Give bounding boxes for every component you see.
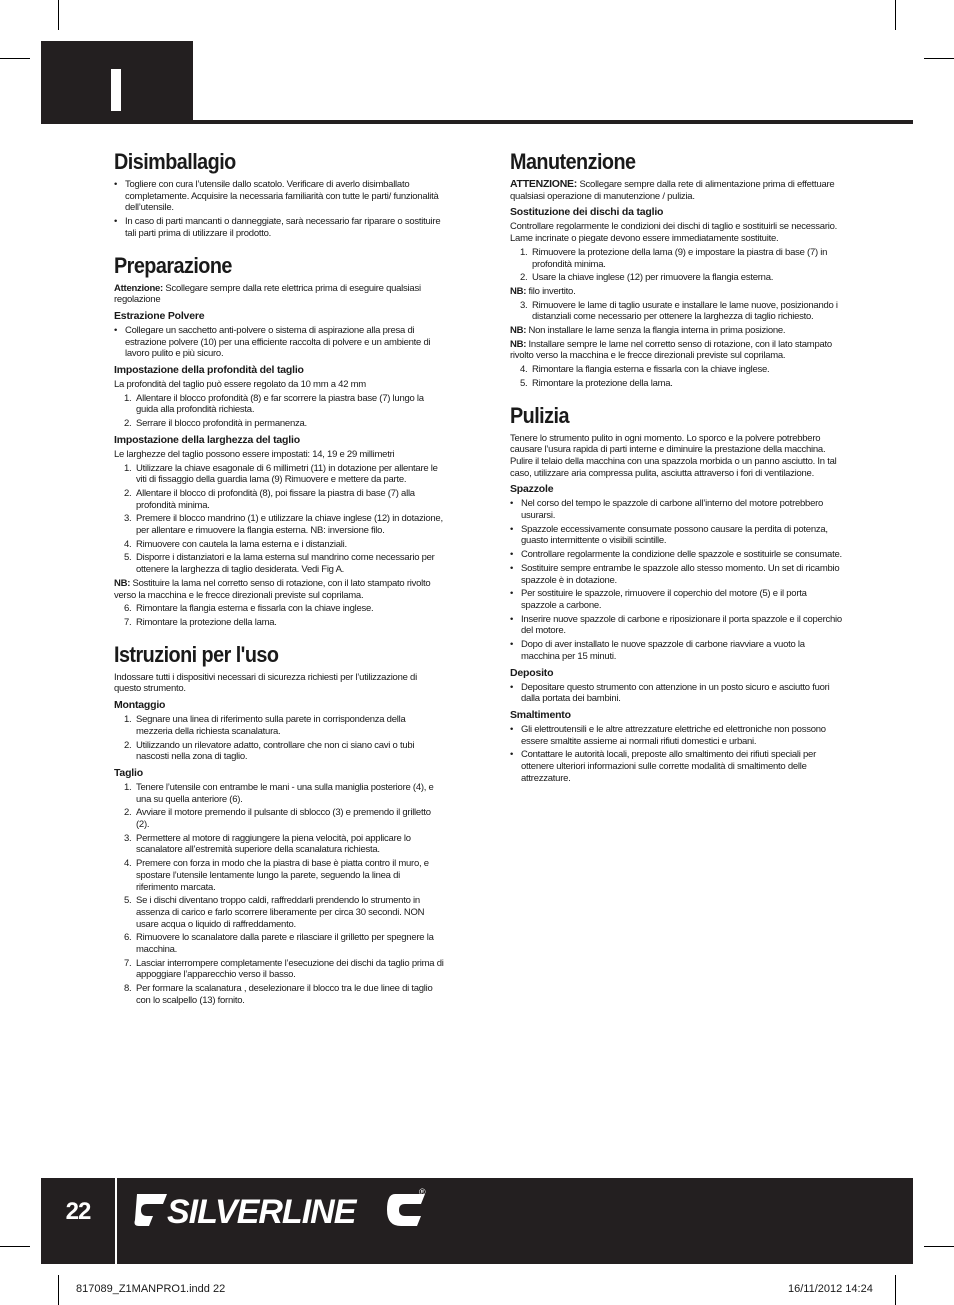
warning-label: ATTENZIONE:: [510, 178, 578, 190]
item-text: Rimontare la protezione della lama.: [136, 616, 277, 628]
item-number: 2.: [520, 272, 528, 284]
bullet-list: [114, 179, 444, 240]
numbered-list: [114, 393, 444, 430]
numbered-item: [510, 300, 842, 323]
note-text: [510, 339, 842, 362]
item-text: Dopo di aver installato le nuove spazzole di carbone riavviare a vuoto la macchina per 15 minuti.: [521, 639, 805, 662]
item-text: Sostituire sempre entrambe le spazzole allo stesso momento. Un set di ricambio spazzole è in dotazione.: [521, 562, 840, 586]
numbered-item: [114, 513, 444, 536]
subheading: Deposito: [510, 666, 554, 679]
numbered-list: [510, 364, 842, 389]
crop-mark: [924, 1246, 954, 1247]
numbered-item: [114, 714, 444, 737]
bullet-item: [510, 524, 842, 547]
note-text: [114, 578, 444, 601]
subheading: Montaggio: [114, 699, 166, 712]
numbered-list: [114, 782, 444, 1007]
numbered-item: [114, 958, 444, 981]
item-text: Per formare la scalanatura , deselezionare il blocco tra le due linee di taglio con lo scalpello (13) fornito.: [136, 983, 433, 1006]
note-body: filo invertito.: [526, 285, 576, 297]
item-number: 5.: [520, 377, 528, 389]
item-text: In caso di parti mancanti o danneggiate, sarà necessario far riparare o sostituire tali parti prima di utilizzare il prodotto.: [125, 216, 441, 239]
numbered-item: [510, 364, 842, 376]
item-text: Allentare il blocco profondità (8) e far scorrere la piastra base (7) lungo la guida alla profondità richiesta.: [136, 392, 424, 416]
warning-text: [114, 283, 444, 306]
bullet-item: [114, 216, 444, 239]
item-number: 2.: [124, 487, 132, 499]
item-text: Permettere al motore di raggiungere la piena velocità, poi applicare lo scanalatore all’estremità superiore della scanalatura richiesta.: [136, 832, 411, 856]
crop-mark: [895, 0, 896, 30]
item-number: 2.: [124, 807, 132, 819]
bullet-item: [510, 614, 842, 637]
numbered-item: [114, 932, 444, 955]
numbered-item: [510, 247, 842, 270]
crop-mark: [58, 1275, 59, 1305]
item-text: Tenere l’utensile con entrambe le mani - una sulla maniglia posteriore (4), e una su quella anteriore (6).: [136, 781, 434, 805]
numbered-item: [114, 983, 444, 1006]
item-number: 1.: [124, 781, 132, 793]
item-number: 6.: [124, 932, 132, 944]
paragraph: La profondità del taglio può essere regolato da 10 mm a 42 mm: [114, 379, 366, 391]
numbered-item: [510, 272, 842, 284]
warning-body: Scollegare sempre dalla rete elettrica prima di eseguire qualsiasi regolazione: [114, 282, 421, 306]
numbered-item: [114, 782, 444, 805]
note-text: [510, 286, 842, 298]
item-number: 1.: [124, 392, 132, 404]
item-number: 1.: [520, 246, 528, 258]
bullet-list: [510, 682, 842, 705]
bullet-item: [510, 724, 842, 747]
bullet-item: [114, 179, 444, 214]
warning-label: Attenzione:: [114, 282, 163, 294]
item-text: Rimontare la protezione della lama.: [532, 377, 673, 389]
item-text: Per sostituire le spazzole, rimuovere il coperchio del motore (5) e il porta spazzole a carbone.: [521, 588, 807, 611]
footer-divider: [115, 1178, 117, 1264]
item-text: Allentare il blocco di profondità (8), poi fissare la piastra di base (7) alla profondità minima.: [136, 487, 415, 511]
item-text: Premere il blocco mandrino (1) e utilizzare la chiave inglese (12) in dotazione, per allentare e rimuovere la flangia esterna. NB: inversione filo.: [136, 513, 443, 537]
subheading: Spazzole: [510, 483, 554, 496]
crop-mark: [924, 58, 954, 59]
item-number: 5.: [124, 552, 132, 564]
item-number: 7.: [124, 957, 132, 969]
bullet-item: [510, 563, 842, 586]
bullet-item: [510, 639, 842, 662]
bullet-item: [510, 549, 842, 561]
note-body: Installare sempre le lame nel corretto senso di rotazione, con il lato stampato rivolto verso la macchina e le frecce direzionali previste sul coprilama.: [510, 338, 832, 362]
item-number: 4.: [124, 538, 132, 550]
warning-text: [510, 179, 842, 202]
item-number: 6.: [124, 603, 132, 615]
section-pulizia: [510, 404, 842, 785]
language-tab-letter-I: [111, 69, 121, 111]
numbered-item: [114, 393, 444, 416]
numbered-item: [114, 463, 444, 486]
item-number: 7.: [124, 616, 132, 628]
bullet-list: [114, 325, 444, 360]
note-label: NB:: [510, 338, 527, 350]
item-text: Disporre i distanziatori e la lama esterna sul mandrino come necessario per ottenere la larghezza di taglio desiderata. Vedi Fig A.: [136, 552, 435, 576]
numbered-item: [114, 740, 444, 763]
language-tab: [41, 41, 193, 123]
registered-mark: ®: [419, 1187, 426, 1197]
bullet-item: [510, 588, 842, 611]
item-text: Segnare una linea di riferimento sulla parete in corrispondenza della mezzeria della richiesta scanalatura.: [136, 714, 406, 737]
crop-mark: [58, 0, 59, 30]
date-slug: 16/11/2012 14:24: [788, 1283, 873, 1295]
item-text: Nel corso del tempo le spazzole di carbone all’interno del motore potrebbero usurarsi.: [521, 498, 824, 522]
numbered-item: [114, 858, 444, 893]
note-label: NB:: [510, 325, 527, 337]
bullet-item: [114, 325, 444, 360]
right-column: [510, 150, 842, 798]
section-istruzioni: [114, 643, 444, 1007]
page-number: 22: [65, 1198, 91, 1225]
bullet-list: [510, 724, 842, 785]
item-text: Inserire nuove spazzole di carbone e riposizionare il porta spazzole e il coperchio del motore.: [521, 613, 842, 637]
numbered-item: [114, 617, 444, 629]
note-body: Non installare le lame senza la flangia interna in prima posizione.: [526, 325, 786, 337]
item-text: Controllare regolarmente la condizione delle spazzole e sostituirle se consumate.: [521, 549, 842, 561]
item-text: Togliere con cura l’utensile dallo scatolo. Verificare di averlo disimballato completamente. Acquisire la necessaria familiarità con tutte le parti/ funzionalità dell’utensile.: [125, 179, 439, 214]
note-label: NB:: [114, 577, 131, 589]
item-number: 3.: [124, 513, 132, 525]
item-text: Collegare un sacchetto anti-polvere o sistema di aspirazione alla presa di estrazione polvere (10) per una efficiente raccolta di polvere e un ambiente di lavoro pulito e più sicuro.: [125, 324, 431, 360]
header-rule: [41, 120, 913, 124]
item-text: Contattare le autorità locali, preposte allo smaltimento dei rifiuti speciali per ottenere ulteriori informazioni sulle corrette modalità di smaltimento delle attrezzature.: [521, 749, 816, 784]
item-text: Rimontare la flangia esterna e fissarla con la chiave inglese.: [532, 364, 770, 376]
numbered-item: [114, 539, 444, 551]
bullet-list: [510, 498, 842, 662]
section-title: Disimballagio: [114, 149, 236, 174]
section-preparazione: [114, 254, 444, 629]
paragraph: Indossare tutti i dispositivi necessari di sicurezza richiesti per l’utilizzazione di questo strumento.: [114, 671, 417, 695]
note-label: NB:: [510, 285, 527, 297]
logo-wordmark: SILVERLINE: [167, 1193, 356, 1231]
section-title: Istruzioni per l'uso: [114, 641, 279, 667]
item-text: Rimuovere lo scanalatore dalla parete e rilasciare il grilletto per spegnere la macchina.: [136, 932, 434, 956]
item-number: 4.: [124, 858, 132, 870]
item-text: Rimuovere con cautela la lama esterna e i distanziali.: [136, 538, 347, 550]
numbered-list: [114, 714, 444, 763]
paragraph: Controllare regolarmente le condizioni dei dischi di taglio e sostituirli se necessario. Lame incrinate o piegate devono essere immediatamente sostituite.: [510, 221, 838, 245]
numbered-list: [510, 300, 842, 323]
item-number: 5.: [124, 895, 132, 907]
subheading: Impostazione della profondità del taglio: [114, 364, 304, 377]
item-text: Usare la chiave inglese (12) per rimuovere la flangia esterna.: [532, 272, 774, 284]
item-text: Gli elettroutensili e le altre attrezzature elettriche ed elettroniche non possono essere smaltite assieme ai normali rifiuti domestici e urbani.: [521, 723, 826, 747]
item-number: 1.: [124, 462, 132, 474]
item-text: Avviare il motore premendo il pulsante di sblocco (3) e premendo il grilletto (2).: [136, 807, 431, 831]
numbered-list: [114, 463, 444, 576]
bullet-item: [510, 749, 842, 784]
note-body: Sostituire la lama nel corretto senso di rotazione, con il lato stampato rivolto verso la macchina e le frecce direzionali previste sul coprilama.: [114, 577, 431, 601]
item-number: 3.: [520, 299, 528, 311]
numbered-list: [114, 603, 444, 628]
section-title: Pulizia: [510, 402, 569, 428]
item-number: 1.: [124, 714, 132, 726]
paragraph: Le larghezze del taglio possono essere impostati: 14, 19 e 29 millimetri: [114, 448, 395, 460]
subheading: Taglio: [114, 766, 143, 779]
item-text: Utilizzare la chiave esagonale di 6 millimetri (11) in dotazione per allentare le viti di fissaggio della guardia lama (9) Rimuovere e mettere da parte.: [136, 462, 438, 486]
item-number: 2.: [124, 418, 132, 430]
crop-mark: [0, 58, 30, 59]
crop-mark: [895, 1275, 896, 1305]
item-text: Rimuovere la protezione della lama (9) e impostare la piastra di base (7) in profondità minima.: [532, 246, 828, 270]
item-text: Rimontare la flangia esterna e fissarla con la chiave inglese.: [136, 603, 374, 615]
section-disimballagio: [114, 150, 444, 240]
numbered-item: [114, 552, 444, 575]
left-column: [114, 150, 444, 1021]
warning-body: Scollegare sempre dalla rete di alimentazione prima di effettuare qualsiasi operazione di manutenzione / pulizia.: [510, 179, 835, 202]
numbered-item: [510, 378, 842, 390]
item-text: Serrare il blocco profondità in permanenza.: [136, 418, 307, 430]
item-text: Premere con forza in modo che la piastra di base è piatta contro il muro, e spostare l’utensile lentamente lungo la parete, seguendo la linea di riferimento marcata.: [136, 858, 429, 893]
item-number: 4.: [520, 364, 528, 376]
section-title: Manutenzione: [510, 149, 636, 174]
numbered-list: [510, 247, 842, 284]
numbered-item: [114, 833, 444, 856]
subheading: Estrazione Polvere: [114, 309, 205, 322]
numbered-item: [114, 603, 444, 615]
numbered-item: [114, 418, 444, 430]
bullet-item: [510, 498, 842, 521]
subheading: Smaltimento: [510, 708, 571, 721]
item-number: 8.: [124, 983, 132, 995]
file-slug: 817089_Z1MANPRO1.indd 22: [76, 1283, 226, 1295]
item-text: Se i dischi diventano troppo caldi, raffreddarli prendendo lo strumento in assenza di carico e farlo scorrere liberamente per circa 30 secondi. NON usare acqua o liquido di raffreddamento.: [136, 895, 425, 930]
item-text: Utilizzando un rilevatore adatto, controllare che non ci siano cavi o tubi nascosti nella zona di taglio.: [136, 739, 415, 763]
bullet-item: [510, 682, 842, 705]
silverline-logo: [133, 1186, 433, 1241]
crop-mark: [0, 1246, 30, 1247]
item-text: Spazzole eccessivamente consumate possono causare la perdita di potenza, guasto intermittente o visibili scintille.: [521, 523, 828, 547]
item-number: 3.: [124, 832, 132, 844]
numbered-item: [114, 895, 444, 930]
item-text: Rimuovere le lame di taglio usurate e installare le lame nuove, posizionando i distanziali come necessario per ottenere la larghezza di taglio richiesto.: [532, 299, 838, 323]
section-title: Preparazione: [114, 252, 232, 278]
item-text: Depositare questo strumento con attenzione in un posto sicuro e asciutto fuori dalla portata dei bambini.: [521, 681, 830, 705]
subheading: Sostituzione dei dischi da taglio: [510, 206, 664, 219]
paragraph: Tenere lo strumento pulito in ogni momento. Lo sporco e la polvere potrebbero causare l’usura rapida di parti interne e diminuire la prestazione della macchina. Pulire il telaio della macchina con una spazzola morbida o un panno asciutto. In tal caso, utilizzare aria compressa pulita, asciutta attraverso i fori di ventilazione.: [510, 432, 837, 479]
note-text: [510, 325, 842, 337]
numbered-item: [114, 807, 444, 830]
subheading: Impostazione della larghezza del taglio: [114, 433, 300, 446]
item-text: Lasciar interrompere completamente l’esecuzione dei dischi da taglio prima di appoggiare l’apparecchio verso il basso.: [136, 957, 444, 981]
numbered-item: [114, 488, 444, 511]
item-number: 2.: [124, 739, 132, 751]
section-manutenzione: [510, 150, 842, 390]
